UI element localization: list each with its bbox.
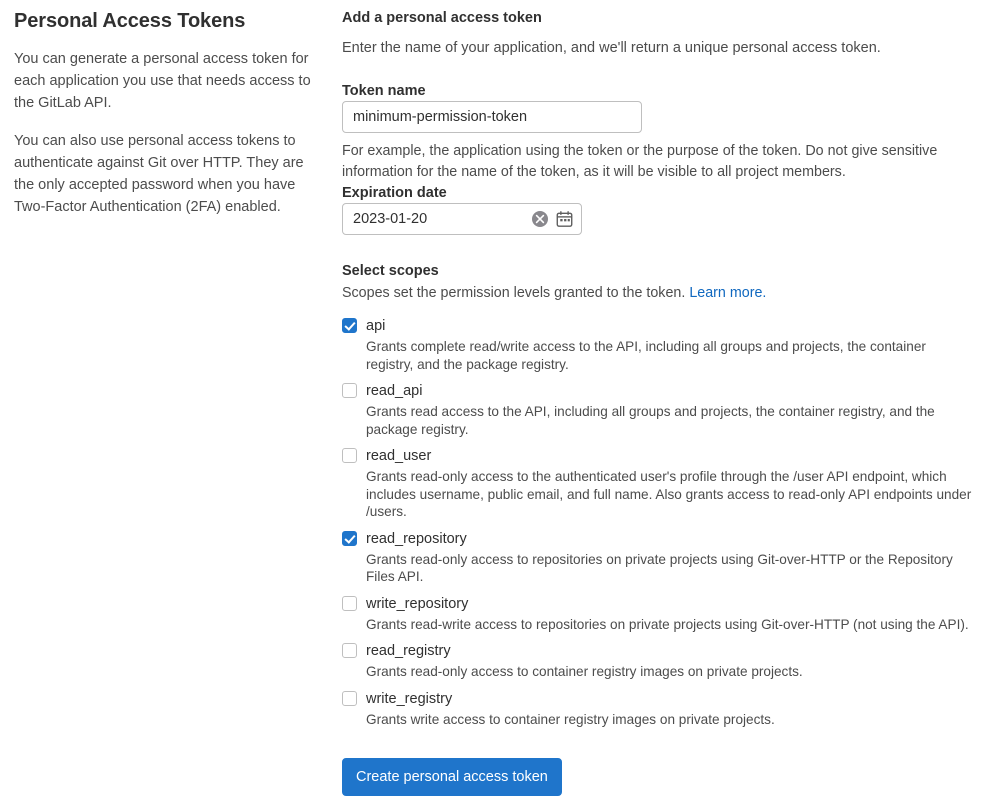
scopes-description [342,283,972,304]
form-subheading: Enter the name of your application, and we'll return a unique personal access token. [342,40,881,56]
create-personal-access-token-button[interactable]: Create personal access token [342,758,562,796]
scope-name-read_registry[interactable]: read_registry [366,643,451,659]
scope-checkbox-write_repository[interactable] [342,596,357,611]
token-name-help: For example, the application using the token or the purpose of the token. Do not give sensitive information for the name of the token, as it will be visible to all project members. [342,143,938,180]
calendar-icon[interactable] [556,211,573,228]
scope-description-write_repository: Grants read-write access to repositories on private projects using Git-over-HTTP (not using the API). [366,616,969,632]
scope-name-write_repository[interactable]: write_repository [366,595,469,612]
form-heading: Add a personal access token [342,10,542,26]
select-scopes-label: Select scopes [342,263,439,279]
intro-paragraph-1: You can generate a personal access token for each application you use that needs access to the GitLab API. [14,51,311,111]
scope-item [342,529,972,586]
scope-description-api: Grants complete read/write access to the API, including all groups and projects, the container registry, and the package registry. [366,339,926,372]
learn-more-link[interactable]: Learn more. [689,285,767,301]
scope-checkbox-write_registry[interactable] [342,691,357,706]
scope-description-read_registry: Grants read-only access to container registry images on private projects. [366,664,803,679]
scope-description-read_user: Grants read-only access to the authenticated user's profile through the /user API endpoint, which includes username, public email, and full name. Also grants access to read-only API endpoints under /users. [366,469,972,519]
scope-description-read_api: Grants read access to the API, including all groups and projects, the container registry, and the package registry. [366,404,935,437]
scopes-section [342,261,972,728]
scope-item [342,594,972,634]
scope-item [342,446,972,521]
intro-paragraph-2: You can also use personal access tokens to authenticate against Git over HTTP. They are the only accepted password when you have Two-Factor Authentication (2FA) enabled. [14,133,304,215]
expiration-date-label: Expiration date [342,185,447,201]
clear-circle-icon[interactable] [532,211,548,227]
scope-name-read_repository[interactable]: read_repository [366,530,467,547]
scope-name-write_registry[interactable]: write_registry [366,690,453,707]
intro-panel [14,8,324,234]
scope-name-read_user[interactable]: read_user [366,448,432,464]
scope-checkbox-read_repository[interactable] [342,531,357,546]
token-name-label: Token name [342,83,426,99]
scope-description-read_repository: Grants read-only access to repositories on private projects using Git-over-HTTP or the Repository Files API. [366,551,953,584]
page-title: Personal Access Tokens [14,10,246,32]
scope-item [342,381,972,438]
scope-name-api[interactable]: api [366,318,386,334]
scope-checkbox-read_user[interactable] [342,448,357,463]
scope-item [342,641,972,681]
scopes-description-text: Scopes set the permission levels granted to the token. [342,285,686,301]
scope-description-write_registry: Grants write access to container registry images on private projects. [366,711,775,727]
expiration-date-group [342,203,582,235]
scope-item [342,689,972,729]
scope-item [342,316,972,373]
token-name-input[interactable] [342,101,642,133]
scope-name-read_api[interactable]: read_api [366,383,423,399]
scope-checkbox-read_api[interactable] [342,383,357,398]
scope-checkbox-read_registry[interactable] [342,643,357,658]
add-token-form [342,8,972,796]
scope-checkbox-api[interactable] [342,318,357,333]
